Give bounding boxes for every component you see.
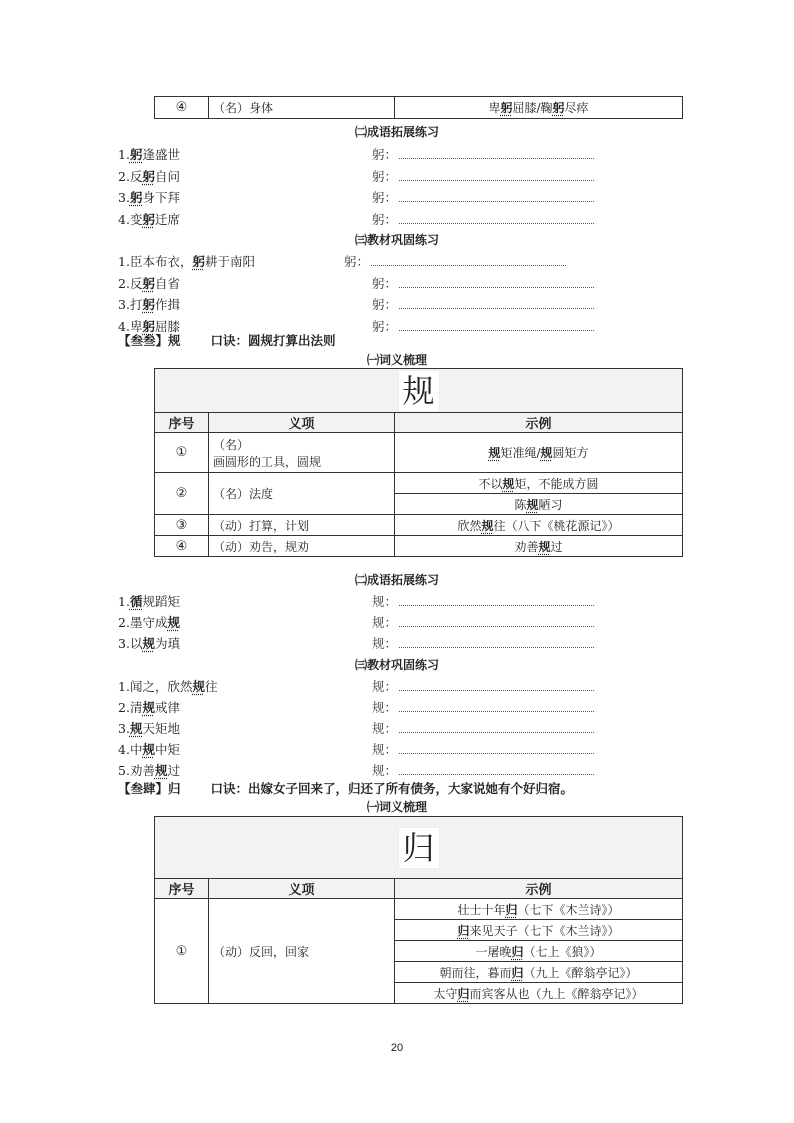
meaning-cell: （名）法度 [209,473,395,515]
exercise-item: 1.躬逢盛世 [118,147,180,162]
example-cell: 劝善规过 [395,536,683,557]
row-number: ③ [155,515,209,536]
meaning-cell: （名）身体 [209,97,395,119]
answer-blank[interactable]: 躬： [372,210,594,228]
col-header-num: 序号 [155,413,209,433]
example-cell: 朝而往，暮而归（九上《醉翁亭记》） [395,962,683,983]
exercise-item: 2.墨守成规 [118,615,180,630]
example-cell: 陈规陋习 [395,494,683,515]
row-number: ② [155,473,209,515]
col-header-num: 序号 [155,879,209,899]
col-header-meaning: 义项 [209,879,395,899]
answer-blank[interactable]: 规： [372,634,594,652]
exercise-item: 3.打躬作揖 [118,297,180,312]
example-cell: 欣然规往（八下《桃花源记》） [395,515,683,536]
guiz-meaning-title: ㈠词义梳理 [366,800,427,814]
col-header-example: 示例 [395,879,683,899]
gong-text-title: ㈢教材巩固练习 [354,233,439,247]
row-number: ④ [155,536,209,557]
exercise-item: 1.闻之，欣然规往 [118,679,218,694]
answer-blank[interactable]: 规： [372,761,594,779]
exercise-item: 4.卑躬屈膝 [118,318,180,334]
top-table [154,96,683,119]
gui-meaning-title: ㈠词义梳理 [366,353,427,367]
gong-idiom-title: ㈡成语拓展练习 [354,125,439,139]
exercise-item: 2.反躬自问 [118,168,180,184]
answer-blank[interactable]: 规： [372,698,594,716]
gui-text-title: ㈢教材巩固练习 [354,658,439,672]
exercise-item: 3.躬身下拜 [118,190,180,205]
example-cell: 卑躬屈膝/鞠躬尽瘁 [395,97,683,119]
exercise-item: 1.循规蹈矩 [118,594,180,609]
guiz-section-head: 【叁肆】归 口诀：出嫁女子回来了，归还了所有债务，大家说她有个好归宿。 [118,781,574,796]
meaning-cell: （动）反回，回家 [209,899,395,1004]
exercise-item: 4.变躬迁席 [118,211,180,227]
headword-char: 归 [398,827,440,869]
exercise-item: 3.规天矩地 [118,721,180,736]
meaning-cell: （动）劝告，规劝 [209,536,395,557]
meaning-cell: （名） 画圆形的工具，圆规 [209,433,395,473]
headword-char: 规 [398,370,440,412]
example-cell: 一屠晚归（七上《狼》） [395,941,683,962]
exercise-item: 3.以规为瑱 [118,636,180,651]
answer-blank[interactable]: 规： [372,592,594,610]
exercise-item: 4.中规中矩 [118,742,180,757]
answer-blank[interactable]: 躬： [372,274,594,292]
row-number: ④ [155,97,209,119]
answer-blank[interactable]: 躬： [372,295,594,313]
answer-blank[interactable]: 躬： [372,188,594,206]
example-cell: 壮士十年归（七下《木兰诗》） [395,899,683,920]
col-header-meaning: 义项 [209,413,395,433]
exercise-item: 1.臣本布衣，躬耕于南阳 [118,254,255,269]
col-header-example: 示例 [395,413,683,433]
exercise-item: 2.反躬自省 [118,275,180,291]
guiz-meaning-table [154,816,683,1004]
example-cell: 不以规矩，不能成方圆 [395,473,683,494]
gui-section-head: 【叁叁】规 口诀：圆规打算出法则 [118,333,336,348]
answer-blank[interactable]: 躬： [344,252,566,270]
answer-blank[interactable]: 规： [372,719,594,737]
gui-meaning-table [154,368,683,557]
exercise-item: 5.劝善规过 [118,763,180,778]
gui-idiom-title: ㈡成语拓展练习 [354,573,439,587]
answer-blank[interactable]: 规： [372,613,594,631]
answer-blank[interactable]: 躬： [372,167,594,185]
answer-blank[interactable]: 躬： [372,145,594,163]
answer-blank[interactable]: 规： [372,740,594,758]
page-number: 20 [390,1042,404,1054]
row-number: ① [155,899,209,1004]
row-number: ① [155,433,209,473]
example-cell: 归来见天子（七下《木兰诗》） [395,920,683,941]
exercise-item: 2.清规戒律 [118,700,180,715]
answer-blank[interactable]: 规： [372,677,594,695]
answer-blank[interactable]: 躬： [372,317,594,335]
meaning-cell: （动）打算，计划 [209,515,395,536]
example-cell: 太守归而宾客从也（九上《醉翁亭记》） [395,983,683,1004]
example-cell: 规矩准绳/规圆矩方 [395,433,683,473]
